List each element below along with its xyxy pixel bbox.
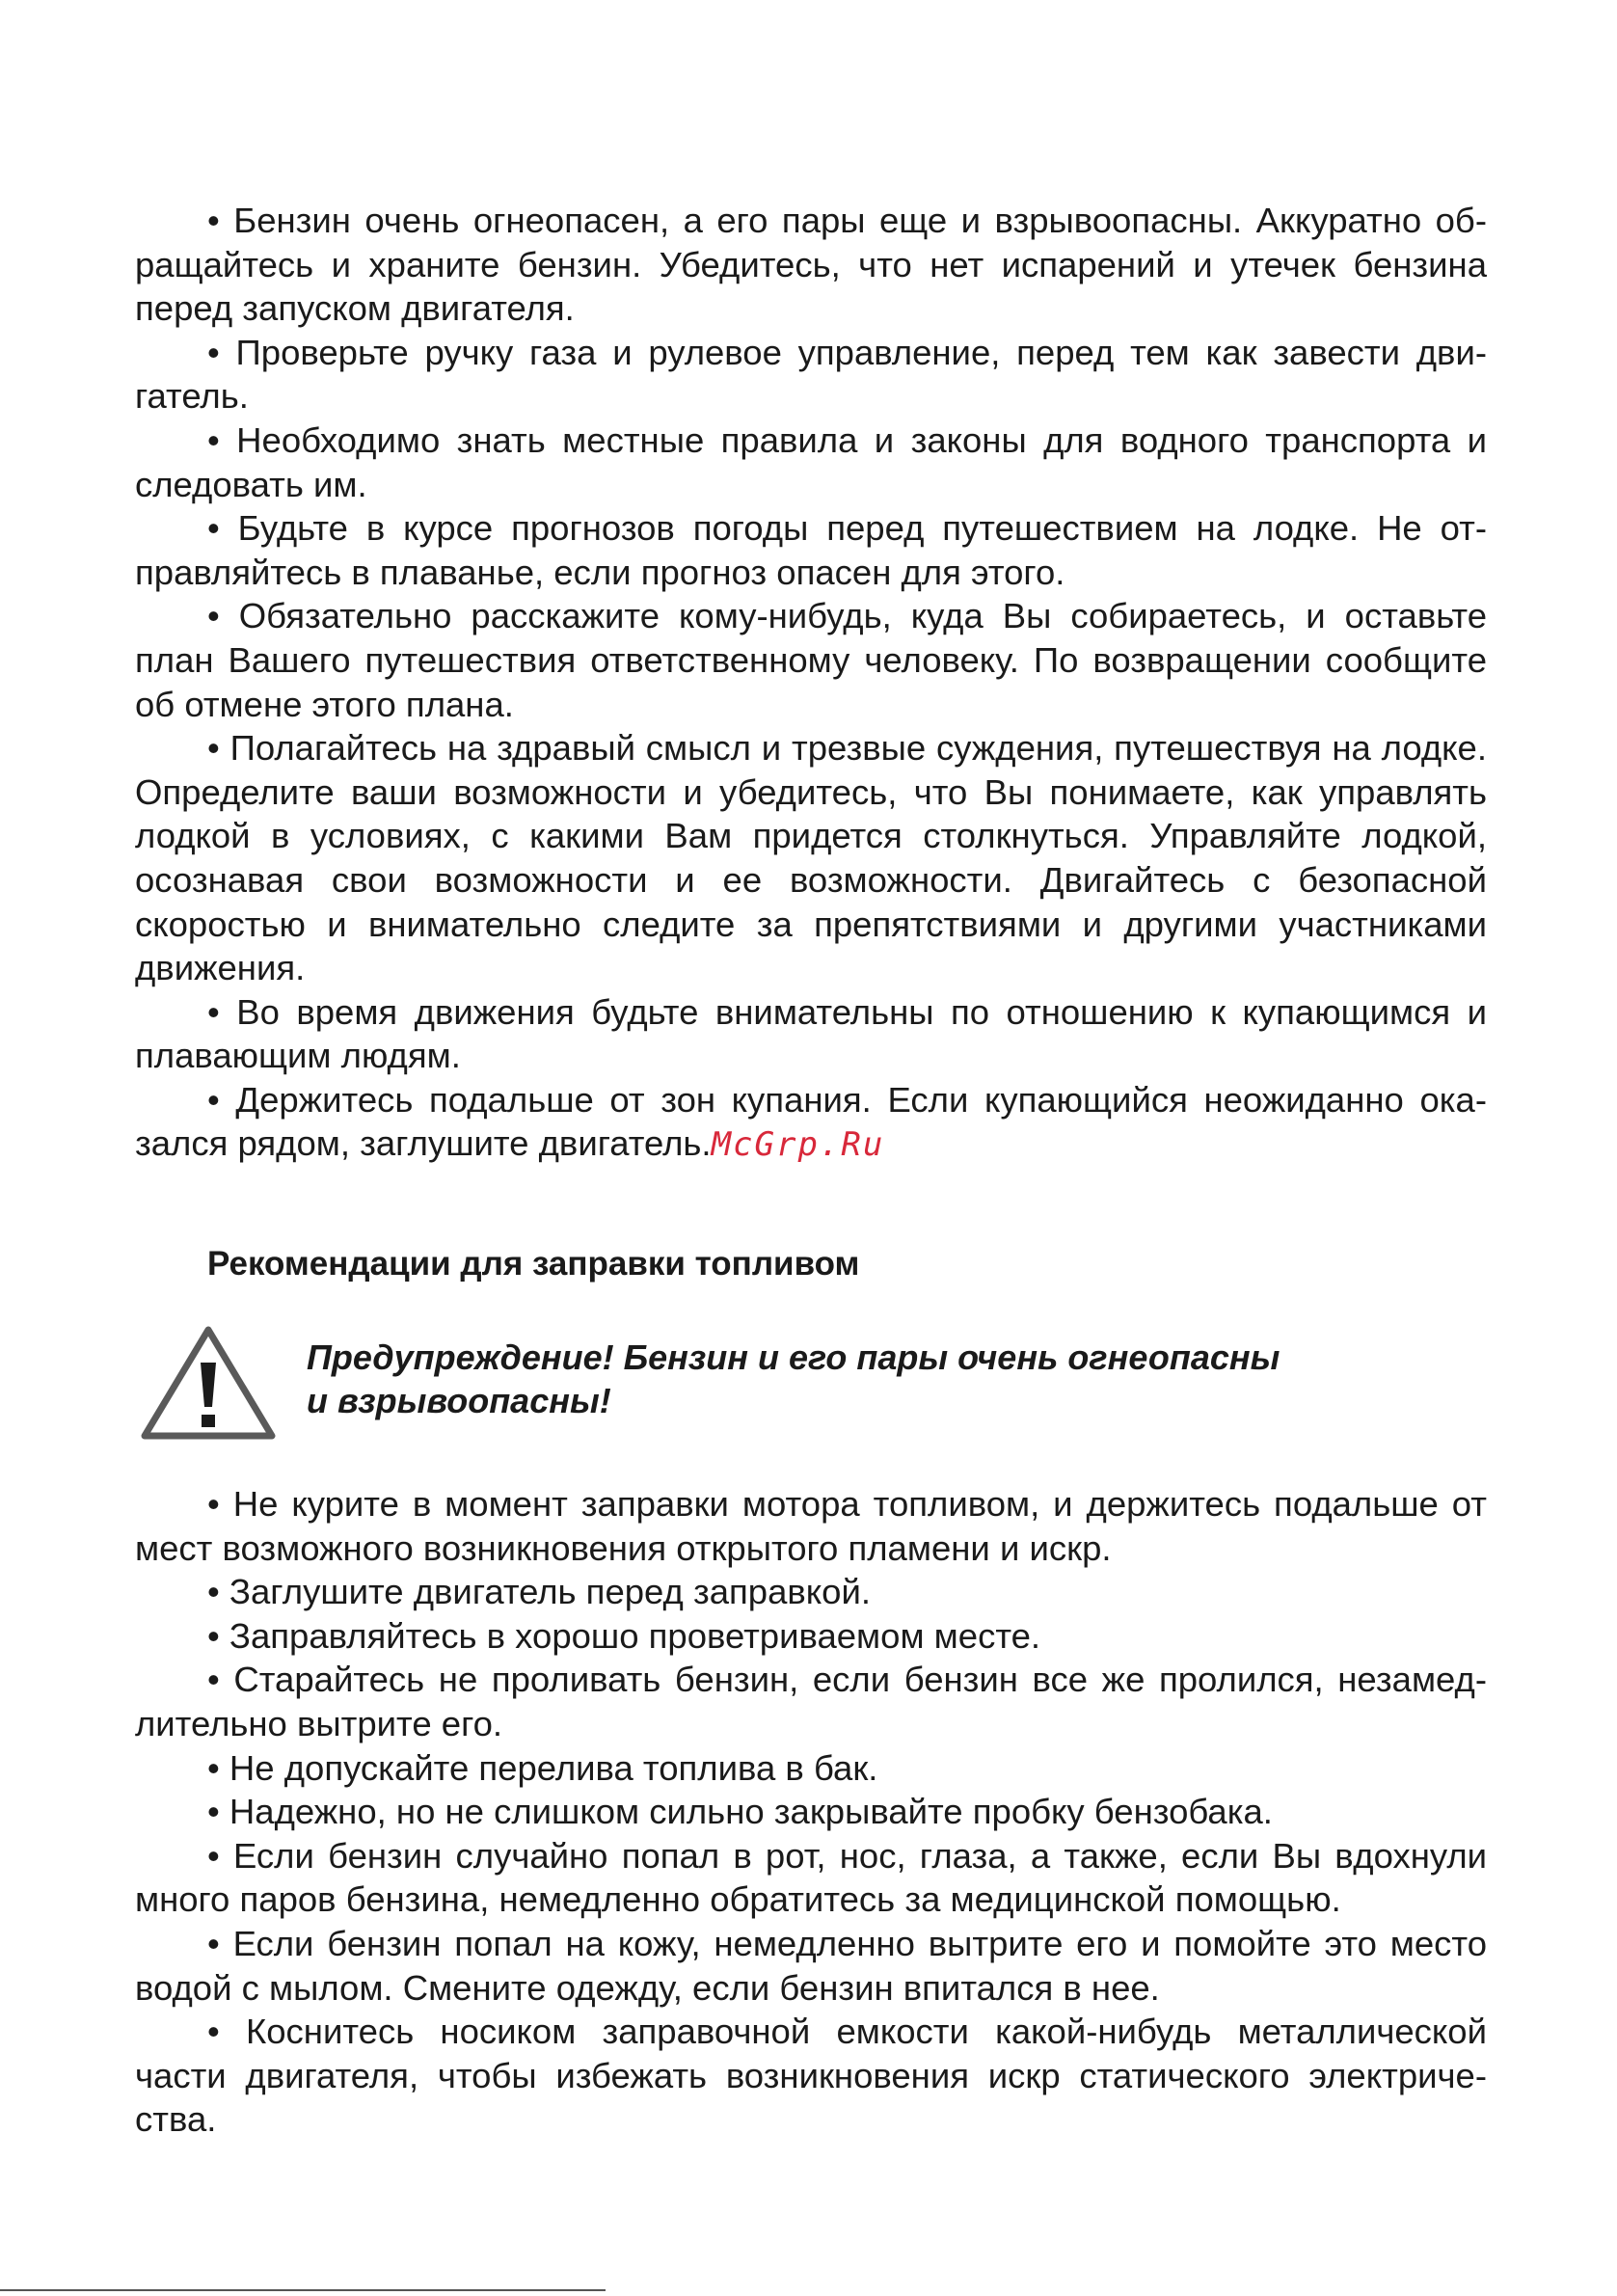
page-content xyxy=(135,199,1487,2142)
list-item: • Не курите в момент заправки мотора топливом, и держитесь подальше от мест возможного возникновения открытого пламени и искр. xyxy=(135,1484,1487,1568)
warning-triangle-icon xyxy=(139,1322,278,1444)
list-item: • Бензин очень огнеопасен, а его пары еще и взрывоопасны. Аккуратно обращайтесь и храните бензин. Убедитесь, что нет испарений и утечек бензина перед запуском двигателя. xyxy=(135,201,1487,329)
footer-rule xyxy=(0,2289,606,2291)
list-item: • Надежно, но не слишком сильно закрывайте пробку бензобака. xyxy=(207,1792,1273,1832)
list-item: • Если бензин случайно попал в рот, нос, глаза, а также, если Вы вдохнули много паров бензина, немедленно обратитесь за медицинской помощью. xyxy=(135,1835,1487,1920)
list-item: • Обязательно расскажите кому-нибудь, куда Вы собираетесь, и оставьте план Вашего путешествия ответственному человеку. По возвращении сообщите об отмене этого плана. xyxy=(135,596,1487,724)
watermark: McGrp.Ru xyxy=(711,1125,885,1165)
list-item-text: • Держитесь подальше от зон купания. Если купающийся неожиданно оказался рядом, заглушите двигатель. xyxy=(135,1079,1487,1164)
safety-list xyxy=(135,199,1487,1168)
list-item: • Полагайтесь на здравый смысл и трезвые суждения, путешествуя на лодке. Определите ваши возможности и убедитесь, что Вы понимаете, как управлять лодкой в условиях, с какими Вам придется столкнуться. Управляйте лодкой, осознавая свои возможности и ее возможности. Двигайтесь с безопасной скоростью и внимательно следите за препятствиями и другими участниками движения. xyxy=(135,728,1487,988)
fueling-list xyxy=(135,1482,1487,2142)
list-item xyxy=(135,1078,1487,1168)
warning-text xyxy=(307,1336,1367,1422)
list-item: • Проверьте ручку газа и рулевое управление, перед тем как завести двигатель. xyxy=(135,332,1487,417)
list-item: • Если бензин попал на кожу, немедленно вытрите его и помойте это место водой с мылом. Смените одежду, если бензин впитался в нее. xyxy=(135,1924,1487,2008)
warning-block xyxy=(135,1322,1487,1444)
list-item: • Заглушите двигатель перед заправкой. xyxy=(207,1572,871,1612)
list-item: • Будьте в курсе прогнозов погоды перед путешествием на лодке. Не отправляйтесь в плаванье, если прогноз опасен для этого. xyxy=(135,508,1487,592)
section-heading: Рекомендации для заправки топливом xyxy=(207,1245,860,1283)
list-item: • Во время движения будьте внимательны по отношению к купающимся и плавающим людям. xyxy=(135,991,1487,1076)
list-item: • Старайтесь не проливать бензин, если бензин все же пролился, незамедлительно вытрите его. xyxy=(135,1660,1487,1744)
list-item: • Необходимо знать местные правила и законы для водного транспорта и следовать им. xyxy=(135,419,1487,504)
list-item: • Коснитесь носиком заправочной емкости какой-нибудь металлической части двигателя, чтобы избежать возникновения искр статического электричества. xyxy=(135,2012,1487,2140)
list-item: • Не допускайте перелива топлива в бак. xyxy=(207,1747,878,1788)
warning-line-1: Предупреждение! Бензин и его пары очень огнеопасны xyxy=(307,1337,1280,1378)
warning-line-2: и взрывоопасны! xyxy=(307,1381,611,1421)
list-item: • Заправляйтесь в хорошо проветриваемом месте. xyxy=(207,1615,1041,1656)
